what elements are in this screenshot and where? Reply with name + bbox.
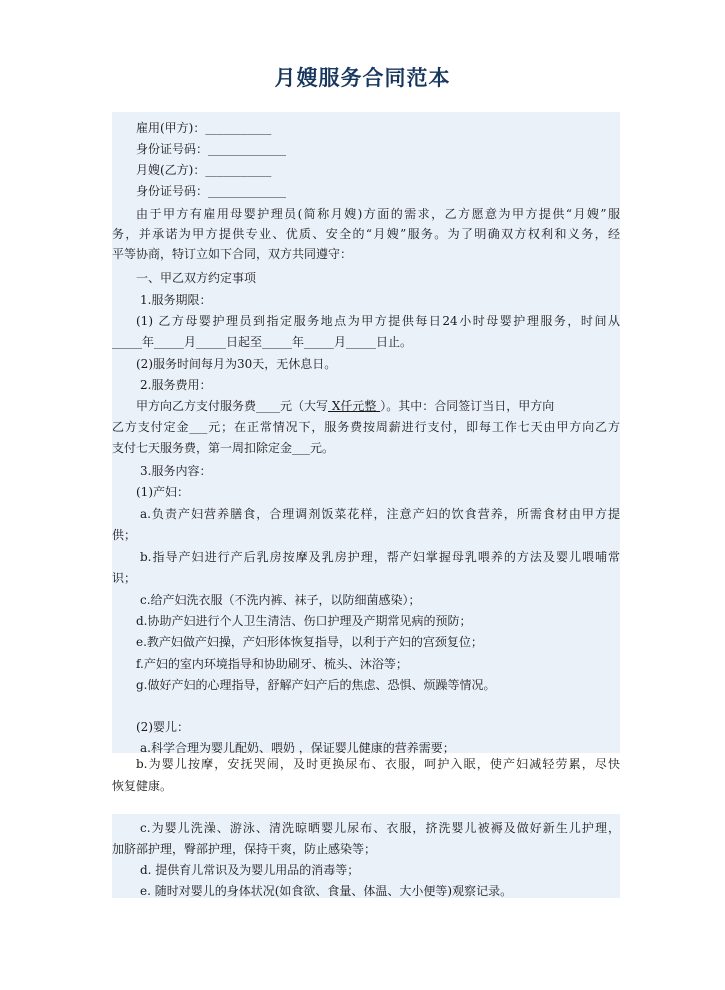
fee-line-1-pre: 甲方向乙方支付服务费____元（大写 (136, 399, 329, 413)
fee-amount-words: X仟元整 (328, 399, 381, 413)
mother-item-f: f.产妇的室内环境指导和协助刷牙、梳头、沐浴等； (136, 657, 408, 671)
baby-heading: (2)婴儿： (136, 720, 189, 734)
mother-item-c: c.给产妇洗衣服（不洗内裤、袜子，以防细菌感染）； (140, 593, 421, 607)
party-nanny: 月嫂(乙方)：___________ (136, 163, 272, 177)
term-line-3: (2)服务时间每月为30天，无休息日。 (136, 357, 337, 371)
mother-item-a-2: 供； (112, 528, 137, 542)
baby-item-c-2: 加脐部护理，臀部护理，保持干爽，防止感染等； (112, 842, 377, 856)
intro-line-2: 务，并承诺为甲方提供专业、优质、安全的“月嫂”服务。为了明确双方权利和义务，经 (112, 227, 620, 241)
content-heading: 3.服务内容： (140, 464, 212, 478)
mother-item-d: d.协助产妇进行个人卫生清洁、伤口护理及产期常见病的预防； (136, 614, 472, 628)
baby-item-a: a.科学合理为婴儿配奶、喂奶 ，保证婴儿健康的营养需要； (140, 741, 455, 755)
document-title: 月嫂服务合同范本 (274, 65, 451, 90)
fee-line-3: 支付七天服务费，第一周扣除定金___元。 (112, 441, 335, 455)
mother-item-b-2: 识； (112, 571, 137, 585)
mother-item-e: e.教产妇做产妇操，产妇形体恢复指导，以利于产妇的宫颈复位； (136, 635, 483, 649)
baby-item-d: d. 提供育儿常识及为婴儿用品的消毒等； (140, 863, 360, 877)
baby-item-c-1: c.为婴儿洗澡、游泳、清洗晾晒婴儿尿布、衣服，挤洗婴儿被褥及做好新生儿护理， (140, 821, 620, 835)
mother-item-b-1: b.指导产妇进行产后乳房按摩及乳房护理，帮产妇掌握母乳喂养的方法及婴儿喂哺常 (140, 550, 620, 564)
fee-heading: 2.服务费用： (140, 378, 212, 392)
baby-item-b-1: b.为婴儿按摩，安抚哭闹，及时更换尿布、衣服，呵护入眠，使产妇减轻劳累，尽快 (136, 757, 620, 771)
mother-item-g: g.做好产妇的心理指导，舒解产妇产后的焦虑、恐惧、烦躁等情况。 (136, 678, 496, 692)
intro-line-3: 平等协商，特订立如下合同，双方共同遵守： (112, 247, 353, 261)
baby-item-b-2: 恢复健康。 (112, 779, 173, 793)
party-employer: 雇用(甲方)：___________ (136, 121, 272, 135)
term-line-2: _____年_____月_____日起至_____年_____月_____日止。 (112, 335, 413, 349)
intro-line-1: 由于甲方有雇用母婴护理员(简称月嫂)方面的需求，乙方愿意为甲方提供“月嫂”服 (136, 207, 620, 221)
baby-item-e: e. 随时对婴儿的身体状况(如食欲、食量、体温、大小便等)观察记录。 (140, 884, 513, 898)
fee-line-1 (136, 398, 554, 414)
mother-heading: (1)产妇： (136, 485, 189, 499)
term-heading: 1.服务期限： (140, 293, 212, 307)
fee-line-1-post: ）。其中：合同签订当日，甲方向 (380, 399, 555, 413)
section-heading: 一、甲乙双方约定事项 (136, 271, 257, 285)
mother-item-a-1: a.负责产妇营养膳食，合理调剂饭菜花样，注意产妇的饮食营养，所需食材由甲方提 (140, 507, 620, 521)
fee-line-2: 乙方支付定金___元；在正常情况下，服务费按周薪进行支付，即每工作七天由甲方向乙方 (112, 420, 620, 434)
party-employer-id: 身份证号码：_____________ (136, 142, 287, 156)
party-nanny-id: 身份证号码：_____________ (136, 184, 287, 198)
term-line-1: (1) 乙方母婴护理员到指定服务地点为甲方提供每日24小时母婴护理服务，时间从 (136, 314, 620, 328)
